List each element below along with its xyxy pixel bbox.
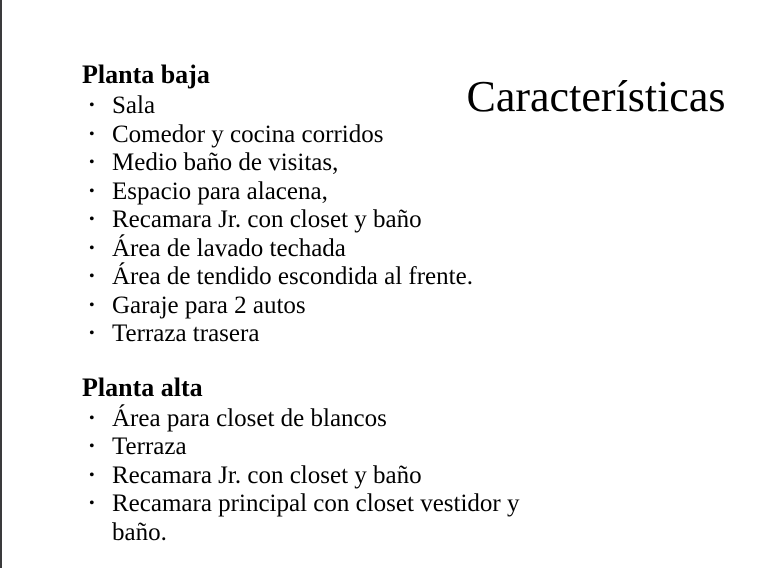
list-item-text: Área para closet de blancos xyxy=(112,404,387,432)
section-heading-planta-alta: Planta alta xyxy=(82,372,203,402)
bullet-icon: • xyxy=(89,97,95,114)
list-item-text: Recamara principal con closet vestidor y baño. xyxy=(112,490,520,546)
list-item xyxy=(82,433,532,462)
window-left-border xyxy=(0,0,2,568)
bullet-icon: • xyxy=(89,211,95,228)
list-item xyxy=(82,263,532,292)
list-item-text: Recamara Jr. con closet y baño xyxy=(112,206,422,233)
list-item xyxy=(82,121,532,150)
list-item-text: Terraza xyxy=(112,433,187,460)
bullet-list-planta-baja xyxy=(82,92,532,349)
bullet-icon: • xyxy=(89,409,95,427)
bullet-icon: • xyxy=(89,154,95,171)
list-item-text: Recamara Jr. con closet y baño xyxy=(112,461,422,489)
section-heading-planta-baja: Planta baja xyxy=(82,60,210,89)
list-item xyxy=(82,462,532,491)
list-item xyxy=(82,490,532,547)
bullet-icon: • xyxy=(89,495,95,512)
slide-body xyxy=(82,60,532,547)
section-planta-baja xyxy=(82,60,532,349)
list-item-text: Área de tendido escondida al frente. xyxy=(112,263,473,290)
bullet-icon: • xyxy=(89,296,95,314)
list-item-text: Espacio para alacena, xyxy=(112,177,328,205)
list-item xyxy=(82,320,532,349)
bullet-icon: • xyxy=(89,182,95,200)
bullet-icon: • xyxy=(89,438,95,455)
list-item xyxy=(82,235,532,264)
bullet-list-planta-alta xyxy=(82,405,532,548)
list-item-text: Terraza trasera xyxy=(112,320,260,347)
bullet-icon: • xyxy=(89,466,95,484)
list-item-text: Comedor y cocina corridos xyxy=(112,120,384,148)
bullet-icon: • xyxy=(89,268,95,285)
bullet-icon: • xyxy=(89,239,95,257)
list-item xyxy=(82,178,532,207)
slide-title: Características xyxy=(466,72,726,122)
list-item xyxy=(82,405,532,434)
list-item xyxy=(82,292,532,321)
list-item-text: Área de lavado techada xyxy=(112,234,346,262)
list-item-text: Medio baño de visitas, xyxy=(112,149,339,176)
section-planta-alta xyxy=(82,373,532,548)
bullet-icon: • xyxy=(89,125,95,143)
list-item-text: Sala xyxy=(112,92,156,119)
list-item xyxy=(82,92,532,121)
list-item-text: Garaje para 2 autos xyxy=(112,291,306,319)
bullet-icon: • xyxy=(89,325,95,342)
list-item xyxy=(82,149,532,178)
list-item xyxy=(82,206,532,235)
